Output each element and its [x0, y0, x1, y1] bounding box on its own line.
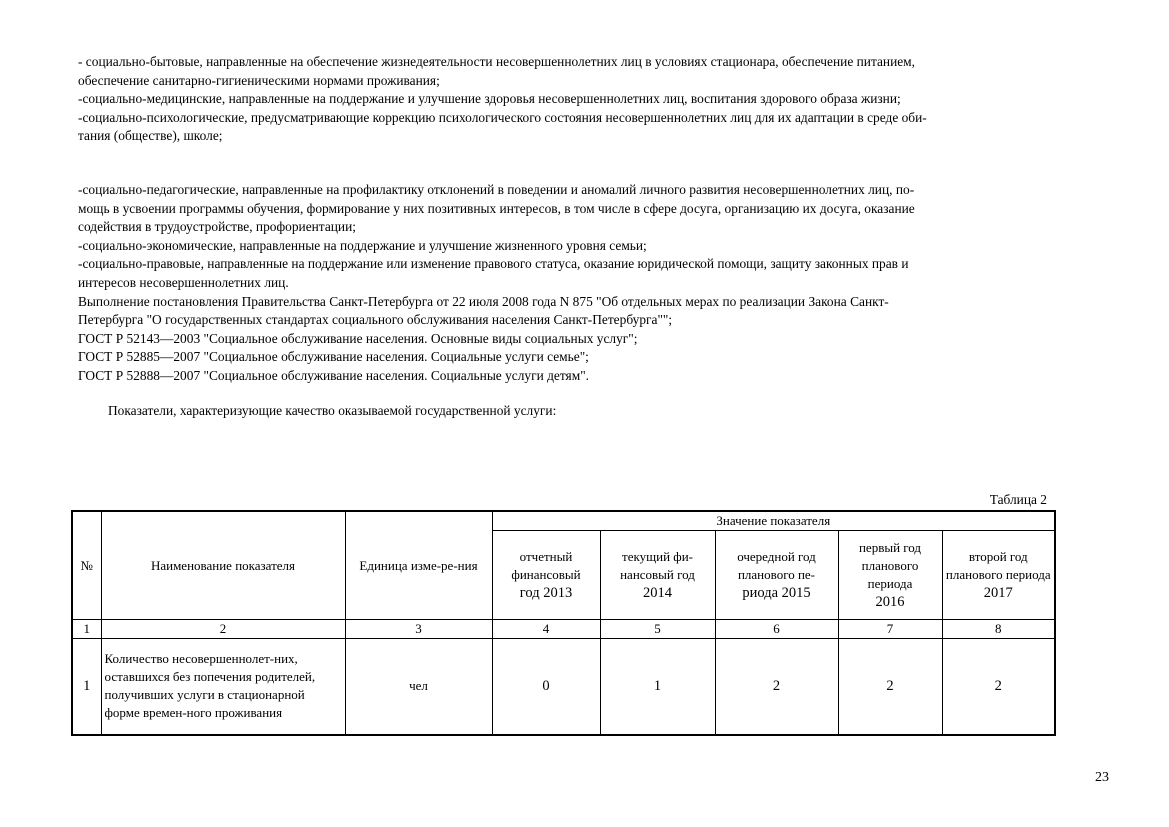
text-line: Выполнение постановления Правительства Санкт-Петербурга от 22 июля 2008 года N 875 "Об отдельных мерах по реализации Закона Санкт-: [78, 293, 889, 309]
index-cell: 6: [715, 620, 838, 639]
text-line: -социально-медицинские, направленные на поддержание и улучшение здоровья несовершеннолетних лиц, воспитания здорового образа жизни;: [78, 91, 901, 107]
spacer: [78, 386, 1128, 402]
text-line: ГОСТ Р 52143—2003 "Социальное обслуживание населения. Основные виды социальных услуг";: [78, 330, 638, 346]
text-line: ГОСТ Р 52888—2007 "Социальное обслуживание населения. Социальные услуги детям".: [78, 367, 590, 383]
text-line: обеспечение санитарно-гигиеническими нормами проживания;: [78, 72, 440, 88]
spacer: [78, 146, 1128, 181]
row-no: 1: [72, 639, 101, 735]
index-cell: 1: [72, 620, 101, 639]
text-line: содействия в трудоустройстве, профориентации;: [78, 219, 356, 235]
index-row: [72, 620, 1055, 639]
header-year-2017: второй год планового периода 2017: [942, 531, 1055, 620]
header-year-2014: текущий фи-нансовый год 2014: [600, 531, 715, 620]
header-no: №: [72, 511, 101, 620]
text-line: -социально-правовые, направленные на поддержание или изменение правового статуса, оказание юридической помощи, защиту законных прав и: [78, 256, 909, 272]
page-number: 23: [1095, 770, 1109, 785]
text-line: тания (обществе), школе;: [78, 128, 223, 144]
text-line: -социально-психологические, предусматривающие коррекцию психологического состояния несовершеннолетних лиц для их адаптации в среде оби-: [78, 109, 927, 125]
row-value-2014: 1: [600, 639, 715, 735]
row-value-2017: 2: [942, 639, 1055, 735]
index-cell: 4: [492, 620, 600, 639]
indicators-table: [71, 510, 1056, 736]
row-value-2015: 2: [715, 639, 838, 735]
index-cell: 8: [942, 620, 1055, 639]
index-cell: 5: [600, 620, 715, 639]
text-line: Петербурга "О государственных стандартах социального обслуживания населения Санкт-Петербурга"";: [78, 312, 673, 328]
section-heading: Показатели, характеризующие качество оказываемой государственной услуги:: [108, 402, 557, 418]
index-cell: 7: [838, 620, 942, 639]
index-cell: 3: [345, 620, 492, 639]
index-cell: 2: [101, 620, 345, 639]
header-year-2016: первый год планового периода 2016: [838, 531, 942, 620]
text-line: -социально-педагогические, направленные на профилактику отклонений в поведении и аномалий личного развития несовершеннолетних лиц, по-: [78, 181, 915, 197]
header-year-2013: отчетный финансовый год 2013: [492, 531, 600, 620]
header-group: Значение показателя: [492, 511, 1055, 531]
header-year-2015: очередной год планового пе- риода 2015: [715, 531, 838, 620]
row-value-2016: 2: [838, 639, 942, 735]
row-name: Количество несовершеннолет-них, оставшихся без попечения родителей, получивших услуги в стационарной форме времен-ного проживания: [101, 639, 345, 735]
text-line: ГОСТ Р 52885—2007 "Социальное обслуживание населения. Социальные услуги семье";: [78, 349, 589, 365]
table-row: [72, 639, 1055, 735]
header-unit: Единица изме-ре-ния: [345, 511, 492, 620]
text-line: - социально-бытовые, направленные на обеспечение жизнедеятельности несовершеннолетних лиц в условиях стационара, обеспечение питанием,: [78, 54, 915, 69]
header-name: Наименование показателя: [101, 511, 345, 620]
row-value-2013: 0: [492, 639, 600, 735]
table-caption: Таблица 2: [989, 492, 1047, 507]
text-line: интересов несовершеннолетних лиц.: [78, 274, 289, 290]
text-line: мощь в усвоении программы обучения, формирование у них позитивных интересов, в том числе в сфере досуга, организацию их досуга, оказание: [78, 200, 915, 216]
body-text: [78, 53, 1128, 420]
text-line: -социально-экономические, направленные на поддержание и улучшение жизненного уровня семьи;: [78, 237, 647, 253]
row-unit: чел: [345, 639, 492, 735]
